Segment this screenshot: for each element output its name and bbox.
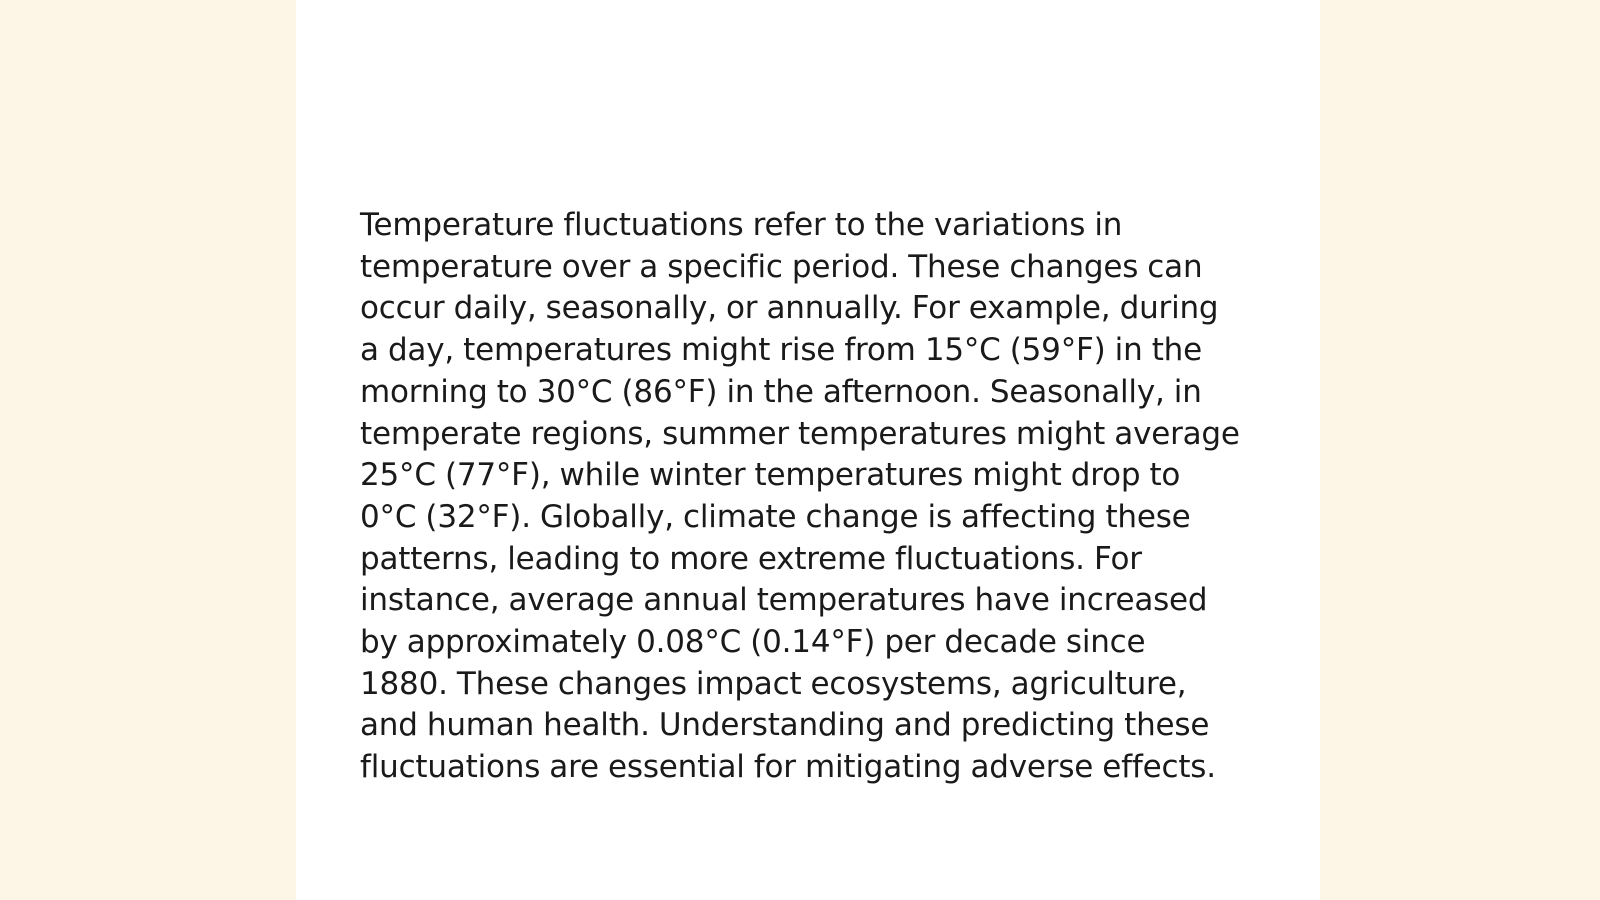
document-page (296, 0, 1320, 900)
body-paragraph: Temperature fluctuations refer to the variations in temperature over a specific period. These changes can occur daily, seasonally, or annually. For example, during a day, temperatures might rise from 15°C (59°F) in the morning to 30°C (86°F) in the afternoon. Seasonally, in temperate regions, summer temperatures might average 25°C (77°F), while winter temperatures might drop to 0°C (32°F). Globally, climate change is affecting these patterns, leading to more extreme fluctuations. For instance, average annual temperatures have increased by approximately 0.08°C (0.14°F) per decade since 1880. These changes impact ecosystems, agriculture, and human health. Understanding and predicting these fluctuations are essential for mitigating adverse effects. (360, 207, 1240, 786)
